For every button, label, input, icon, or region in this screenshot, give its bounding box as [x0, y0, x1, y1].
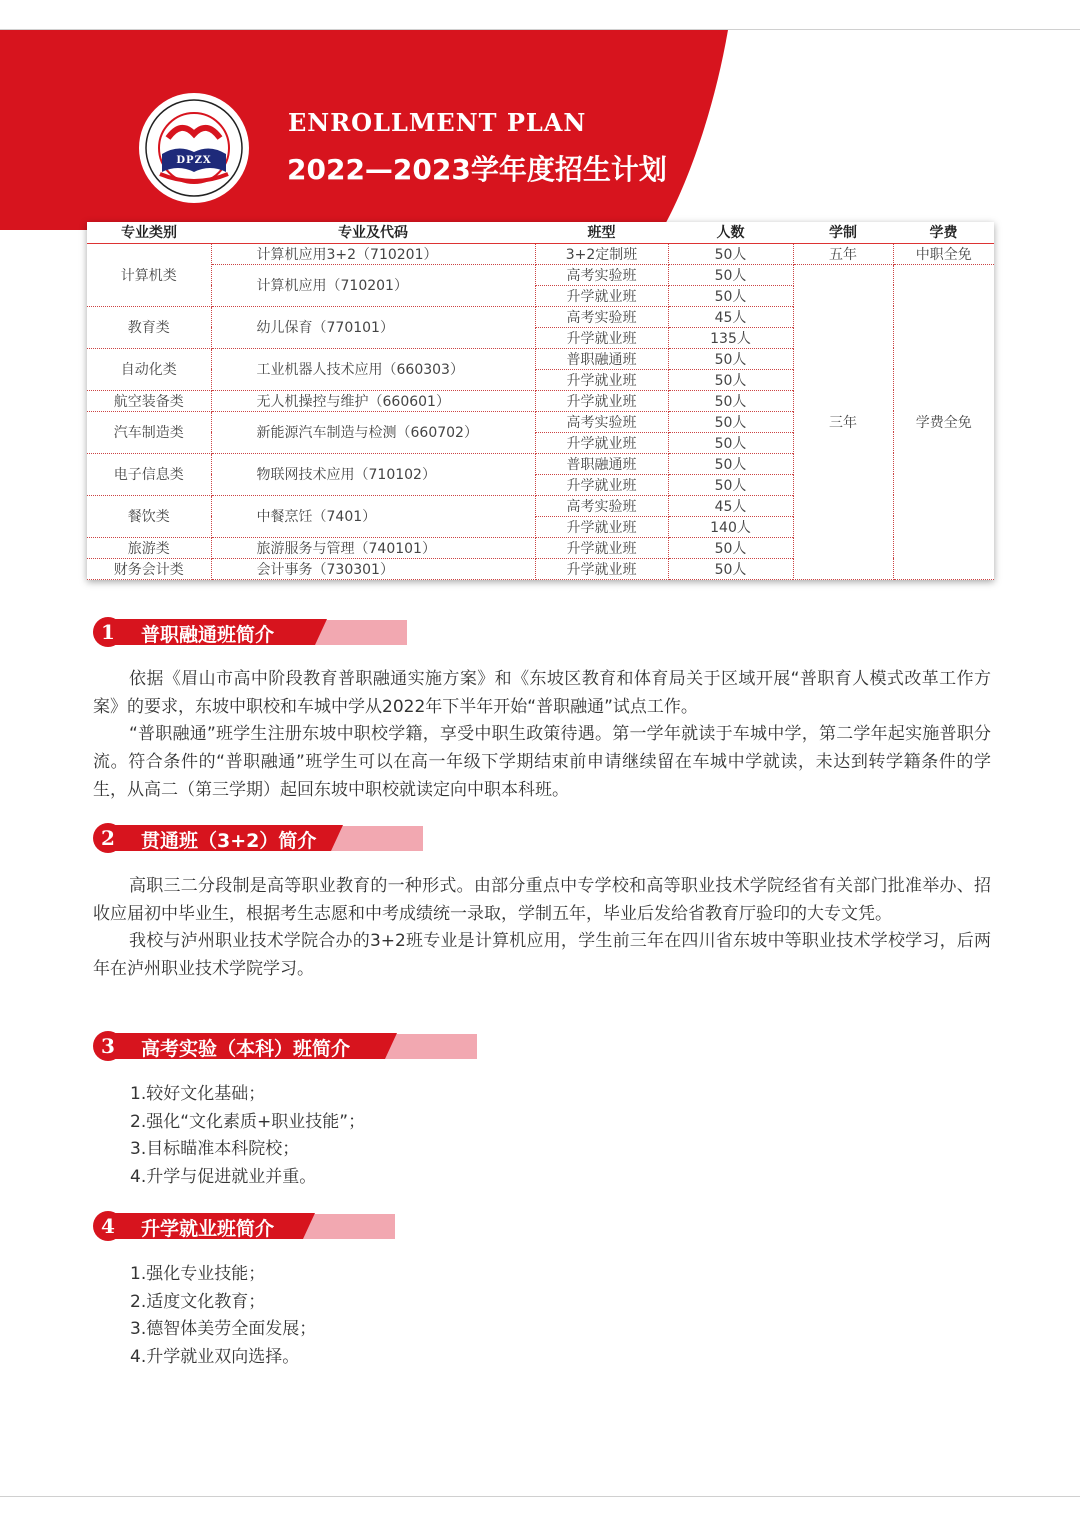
cell-fee: 学费全免	[893, 264, 994, 579]
school-logo	[138, 92, 250, 204]
section-3-accent	[381, 1034, 477, 1059]
cell-class-type: 普职融通班	[535, 348, 668, 369]
cell-count: 50人	[668, 453, 793, 474]
cell-class-type: 升学就业班	[535, 285, 668, 306]
header-duration: 学制	[793, 222, 893, 243]
cell-count: 45人	[668, 306, 793, 327]
list-item: 4.升学就业双向选择。	[130, 1347, 300, 1368]
logo-dpzx-text: DPZX	[176, 155, 212, 166]
section-2-header	[93, 823, 424, 853]
cell-category: 电子信息类	[87, 453, 211, 495]
cell-class-type: 升学就业班	[535, 432, 668, 453]
cell-major: 新能源汽车制造与检测（660702）	[211, 411, 535, 453]
list-item: 3.德智体美劳全面发展；	[130, 1319, 317, 1340]
cell-count: 50人	[668, 537, 793, 558]
cell-category: 餐饮类	[87, 495, 211, 537]
cell-count: 135人	[668, 327, 793, 348]
section-1-body	[93, 666, 991, 805]
table-row	[87, 243, 994, 264]
cell-class-type: 3+2定制班	[535, 243, 668, 264]
section-2-title: 贯通班（3+2）简介	[141, 830, 317, 852]
cell-category: 航空装备类	[87, 390, 211, 411]
header-count: 人数	[668, 222, 793, 243]
list-item: 1.较好文化基础；	[130, 1084, 266, 1104]
cell-class-type: 升学就业班	[535, 390, 668, 411]
section-1-number: 1	[93, 617, 123, 647]
cell-class-type: 高考实验班	[535, 495, 668, 516]
cell-count: 50人	[668, 474, 793, 495]
section-2-number: 2	[93, 823, 123, 853]
cell-class-type: 升学就业班	[535, 474, 668, 495]
cell-count: 50人	[668, 264, 793, 285]
section-1-accent	[311, 620, 407, 645]
section-3-list	[130, 1081, 365, 1192]
header-class-type: 班型	[535, 222, 668, 243]
cell-count: 45人	[668, 495, 793, 516]
section-2-body	[93, 873, 991, 984]
cell-count: 50人	[668, 390, 793, 411]
section-4-list	[130, 1261, 316, 1372]
cell-category: 自动化类	[87, 348, 211, 390]
cell-category: 财务会计类	[87, 558, 211, 579]
section-1-title: 普职融通班简介	[141, 624, 275, 646]
list-item: 1.强化专业技能；	[130, 1264, 266, 1284]
section-4-title: 升学就业班简介	[141, 1218, 275, 1240]
cell-count: 50人	[668, 243, 793, 264]
cell-count: 50人	[668, 411, 793, 432]
list-item: 2.适度文化教育；	[130, 1291, 266, 1312]
cell-duration: 五年	[793, 243, 893, 264]
section-2-accent	[327, 826, 423, 851]
cell-category: 教育类	[87, 306, 211, 348]
section-1-paragraph: 依据《眉山市高中阶段教育普职融通实施方案》和《东坡区教育和体育局关于区域开展“普职育人模式改革工作方案》的要求，东坡中职校和车城中学从2022年下半年开始“普职融通”试点工作。	[93, 669, 991, 717]
enrollment-table	[87, 222, 994, 580]
cell-major: 会计事务（730301）	[211, 558, 535, 579]
cell-major: 幼儿保育（770101）	[211, 306, 535, 348]
section-1-paragraph: “普职融通”班学生注册东坡中职校学籍，享受中职生政策待遇。第一学年就读于车城中学，第二学年起实施普职分流。符合条件的“普职融通”班学生可以在高一年级下学期结束前申请继续留在车城中学就读，未达到转学籍条件的学生，从高二（第三学期）起回东坡中职校就读定向中职本科班。	[93, 724, 991, 800]
list-item: 2.强化“文化素质+职业技能”；	[130, 1111, 366, 1132]
cell-major: 旅游服务与管理（740101）	[211, 537, 535, 558]
cell-category: 计算机类	[87, 243, 211, 306]
cell-count: 50人	[668, 432, 793, 453]
section-4-header	[93, 1211, 396, 1241]
cell-major: 物联网技术应用（710102）	[211, 453, 535, 495]
table-row	[87, 264, 994, 285]
table-header-row	[87, 222, 994, 243]
section-3-number: 3	[93, 1031, 123, 1061]
cell-fee: 中职全免	[893, 243, 994, 264]
cell-major: 无人机操控与维护（660601）	[211, 390, 535, 411]
cell-duration: 三年	[793, 264, 893, 579]
cell-class-type: 高考实验班	[535, 264, 668, 285]
section-3-header	[93, 1031, 478, 1061]
cell-count: 50人	[668, 348, 793, 369]
cell-class-type: 高考实验班	[535, 411, 668, 432]
cell-class-type: 升学就业班	[535, 558, 668, 579]
title-english: ENROLLMENT PLAN	[288, 108, 587, 137]
cell-class-type: 升学就业班	[535, 327, 668, 348]
cell-class-type: 升学就业班	[535, 516, 668, 537]
cell-count: 50人	[668, 558, 793, 579]
list-item: 4.升学与促进就业并重。	[130, 1167, 317, 1188]
cell-major: 中餐烹饪（7401）	[211, 495, 535, 537]
cell-class-type: 高考实验班	[535, 306, 668, 327]
section-4-accent	[299, 1214, 395, 1239]
list-item: 3.目标瞄准本科院校；	[130, 1139, 300, 1160]
section-3-title: 高考实验（本科）班简介	[141, 1038, 351, 1060]
header-major: 专业及代码	[211, 222, 535, 243]
enrollment-table-card	[87, 222, 994, 580]
title-chinese: 2022—2023学年度招生计划	[287, 153, 667, 186]
cell-major: 计算机应用（710201）	[211, 264, 535, 306]
section-4-number: 4	[93, 1211, 123, 1241]
cell-class-type: 升学就业班	[535, 369, 668, 390]
cell-count: 50人	[668, 285, 793, 306]
header-category: 专业类别	[87, 222, 211, 243]
section-2-paragraph: 我校与泸州职业技术学院合办的3+2班专业是计算机应用，学生前三年在四川省东坡中等职业技术学校学习，后两年在泸州职业技术学院学习。	[93, 931, 991, 980]
cell-class-type: 普职融通班	[535, 453, 668, 474]
cell-major: 计算机应用3+2（710201）	[211, 243, 535, 264]
header-fee: 学费	[893, 222, 994, 243]
cell-category: 旅游类	[87, 537, 211, 558]
cell-major: 工业机器人技术应用（660303）	[211, 348, 535, 390]
section-2-paragraph: 高职三二分段制是高等职业教育的一种形式。由部分重点中专学校和高等职业技术学院经省有关部门批准举办、招收应届初中毕业生，根据考生志愿和中考成绩统一录取，学制五年，毕业后发给省教育厅验印的大专文凭。	[93, 876, 991, 924]
cell-class-type: 升学就业班	[535, 537, 668, 558]
cell-count: 140人	[668, 516, 793, 537]
cell-count: 50人	[668, 369, 793, 390]
section-1-header	[93, 617, 408, 647]
cell-category: 汽车制造类	[87, 411, 211, 453]
